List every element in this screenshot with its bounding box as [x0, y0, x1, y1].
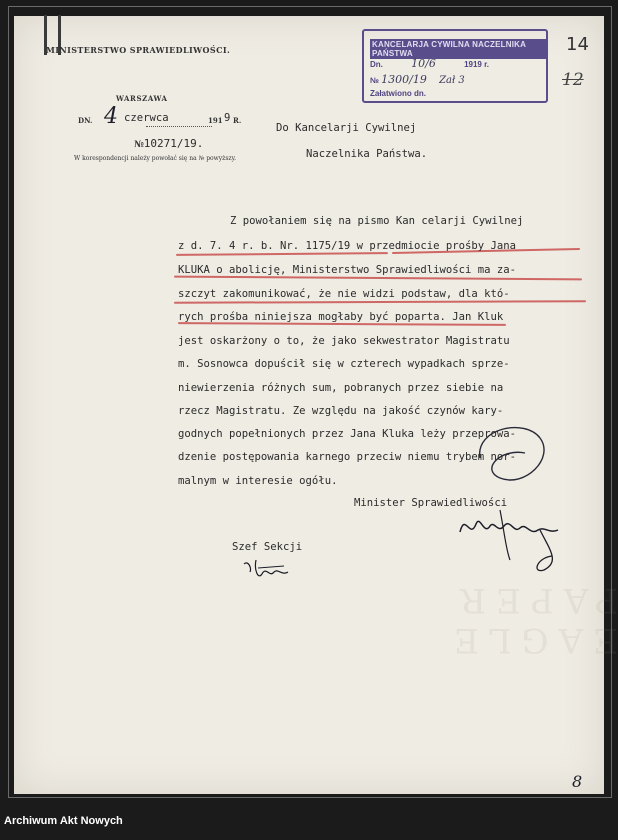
minister-signature	[440, 500, 580, 580]
handwritten-loop	[470, 418, 560, 498]
stamp-title: KANCELARJA CYWILNA NACZELNIKA PAŃSTWA	[370, 39, 546, 59]
stamp-attachments: Zał 3	[439, 75, 465, 86]
body-line: rzecz Magistratu. Ze względu na jakość czynów kary-	[178, 405, 504, 417]
body-line: dzenie postępowania karnego przeciw niemu trybem nor-	[178, 451, 517, 463]
date-day: 4	[104, 104, 118, 129]
recipient-line-2: Naczelnika Państwa.	[306, 148, 428, 160]
date-month: czerwca	[124, 112, 169, 124]
bottom-folio: 8	[572, 772, 583, 791]
stamp-date-label: Dn.	[370, 60, 383, 69]
number-value: 10271/19.	[143, 137, 204, 150]
correspondence-note: W korespondencji należy powołać się na № powyższy.	[74, 155, 237, 162]
body-line: z d. 7. 4 r. b. Nr. 1175/19 w przedmiocie prośby Jana	[178, 240, 517, 252]
ministry-name: MINISTERSTWO SPRAWIEDLIWOŚCI.	[46, 45, 231, 55]
folio-number: 14	[566, 34, 589, 55]
body-line: m. Sosnowca dopuścił się w czterech wypadkach sprze-	[178, 358, 510, 370]
section-chief-title: Szef Sekcji	[232, 541, 303, 553]
stamp-date-value: 10/6	[411, 57, 436, 70]
archive-watermark: Archiwum Akt Nowych	[4, 815, 123, 827]
minister-title: Minister Sprawiedliwości	[354, 497, 508, 509]
date-year-digit: 9	[224, 112, 231, 124]
body-line: malnym w interesie ogółu.	[178, 475, 338, 487]
date-year-prefix: 191	[208, 116, 223, 125]
body-line: godnych popełnionych przez Jana Kluka leży przeprowa-	[178, 428, 517, 440]
stamp-number-label: №	[370, 76, 379, 85]
city-name: WARSZAWA	[116, 94, 168, 103]
body-line: Z powołaniem się na pismo Kan celarji Cywilnej	[230, 215, 524, 227]
stamp-resolved: Załatwiono dn.	[370, 89, 426, 98]
struck-number: 12	[562, 70, 584, 90]
body-line: KLUKA o abolicję, Ministerstwo Sprawiedliwości ma za-	[178, 264, 517, 276]
date-prefix: DN.	[78, 116, 93, 125]
stamp-year: 1919 r.	[464, 60, 489, 69]
number-prefix: №	[134, 140, 144, 150]
stamp-number-value: 1300/19	[381, 73, 427, 86]
date-year-suffix: R.	[233, 116, 242, 125]
body-line: szczyt zakomunikować, że nie widzi podstaw, dla któ-	[178, 288, 510, 300]
body-line: niewierzenia różnych sum, pobranych przez siebie na	[178, 382, 504, 394]
body-line: jest oskarżony o to, że jako sekwestrator Magistratu	[178, 335, 510, 347]
recipient-line-1: Do Kancelarji Cywilnej	[276, 122, 417, 134]
body-line: rych prośba niniejsza mogłaby być poparta. Jan Kluk	[178, 311, 504, 323]
paper-watermark: EAGLE PAPER	[444, 580, 618, 660]
